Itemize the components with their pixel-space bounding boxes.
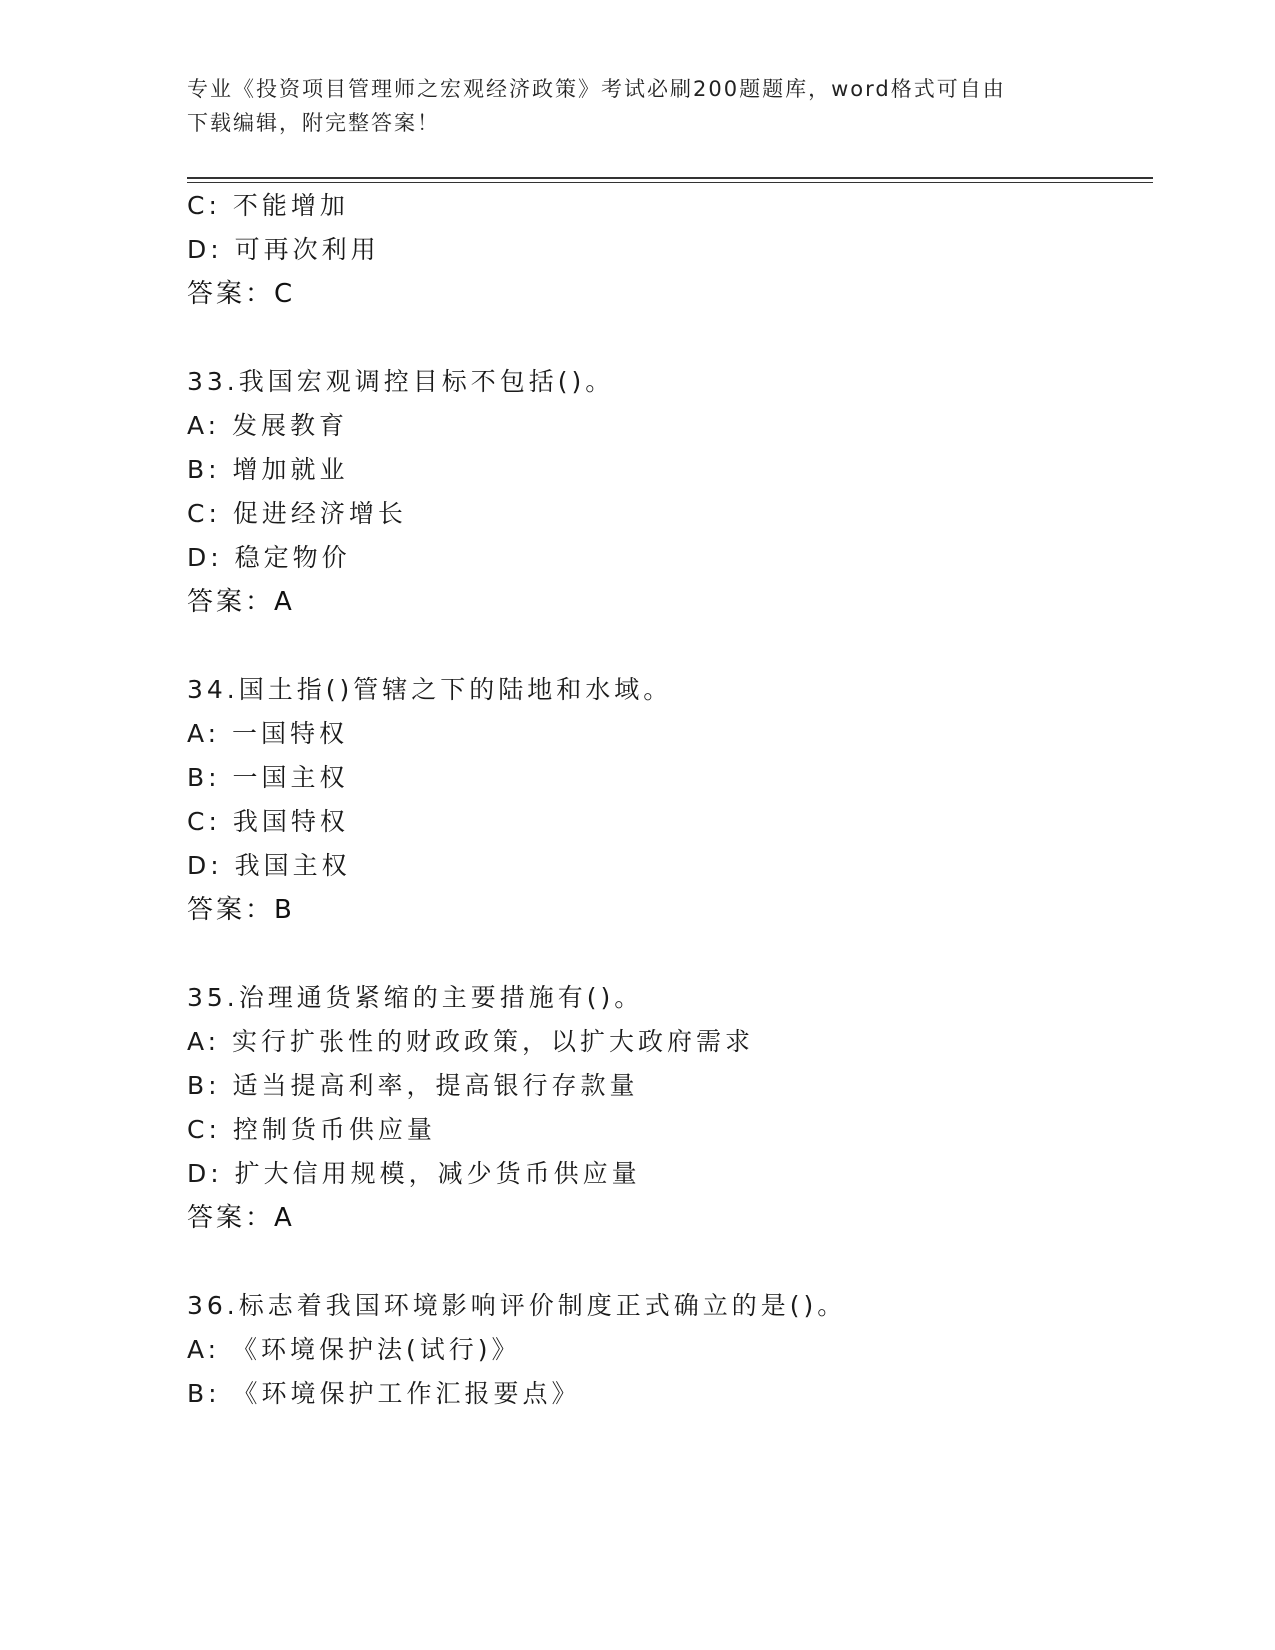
option-c: C: 不能增加	[187, 191, 349, 220]
question-stem: 36.标志着我国环境影响评价制度正式确立的是()。	[187, 1291, 847, 1320]
header-divider-thin	[187, 182, 1153, 183]
option-b: B: 适当提高利率，提高银行存款量	[187, 1071, 639, 1100]
option-d: D: 可再次利用	[187, 235, 380, 264]
option-c: C: 促进经济增长	[187, 499, 407, 528]
header-line-2: 下载编辑，附完整答案！	[187, 111, 440, 135]
answer-line: 答案：C	[187, 279, 296, 309]
option-d: D: 我国主权	[187, 851, 351, 880]
question-stem: 34.国土指()管辖之下的陆地和水域。	[187, 675, 673, 704]
option-a: A: 《环境保护法(试行)》	[187, 1335, 521, 1364]
header-divider	[187, 177, 1153, 179]
option-a: A: 实行扩张性的财政政策，以扩大政府需求	[187, 1027, 755, 1056]
question-stem: 35.治理通货紧缩的主要措施有()。	[187, 983, 644, 1012]
option-b: B: 《环境保护工作汇报要点》	[187, 1379, 581, 1408]
answer-line: 答案：B	[187, 895, 295, 925]
option-c: C: 控制货币供应量	[187, 1115, 436, 1144]
question-stem: 33.我国宏观调控目标不包括()。	[187, 367, 615, 396]
option-d: D: 稳定物价	[187, 543, 351, 572]
option-c: C: 我国特权	[187, 807, 349, 836]
answer-line: 答案：A	[187, 587, 295, 617]
option-a: A: 发展教育	[187, 411, 349, 440]
option-b: B: 一国主权	[187, 763, 349, 792]
document-header	[187, 72, 1067, 140]
answer-line: 答案：A	[187, 1203, 295, 1233]
option-b: B: 增加就业	[187, 455, 349, 484]
option-d: D: 扩大信用规模，减少货币供应量	[187, 1159, 641, 1188]
header-line-1: 专业《投资项目管理师之宏观经济政策》考试必刷200题题库，word格式可自由	[187, 77, 1006, 101]
option-a: A: 一国特权	[187, 719, 349, 748]
